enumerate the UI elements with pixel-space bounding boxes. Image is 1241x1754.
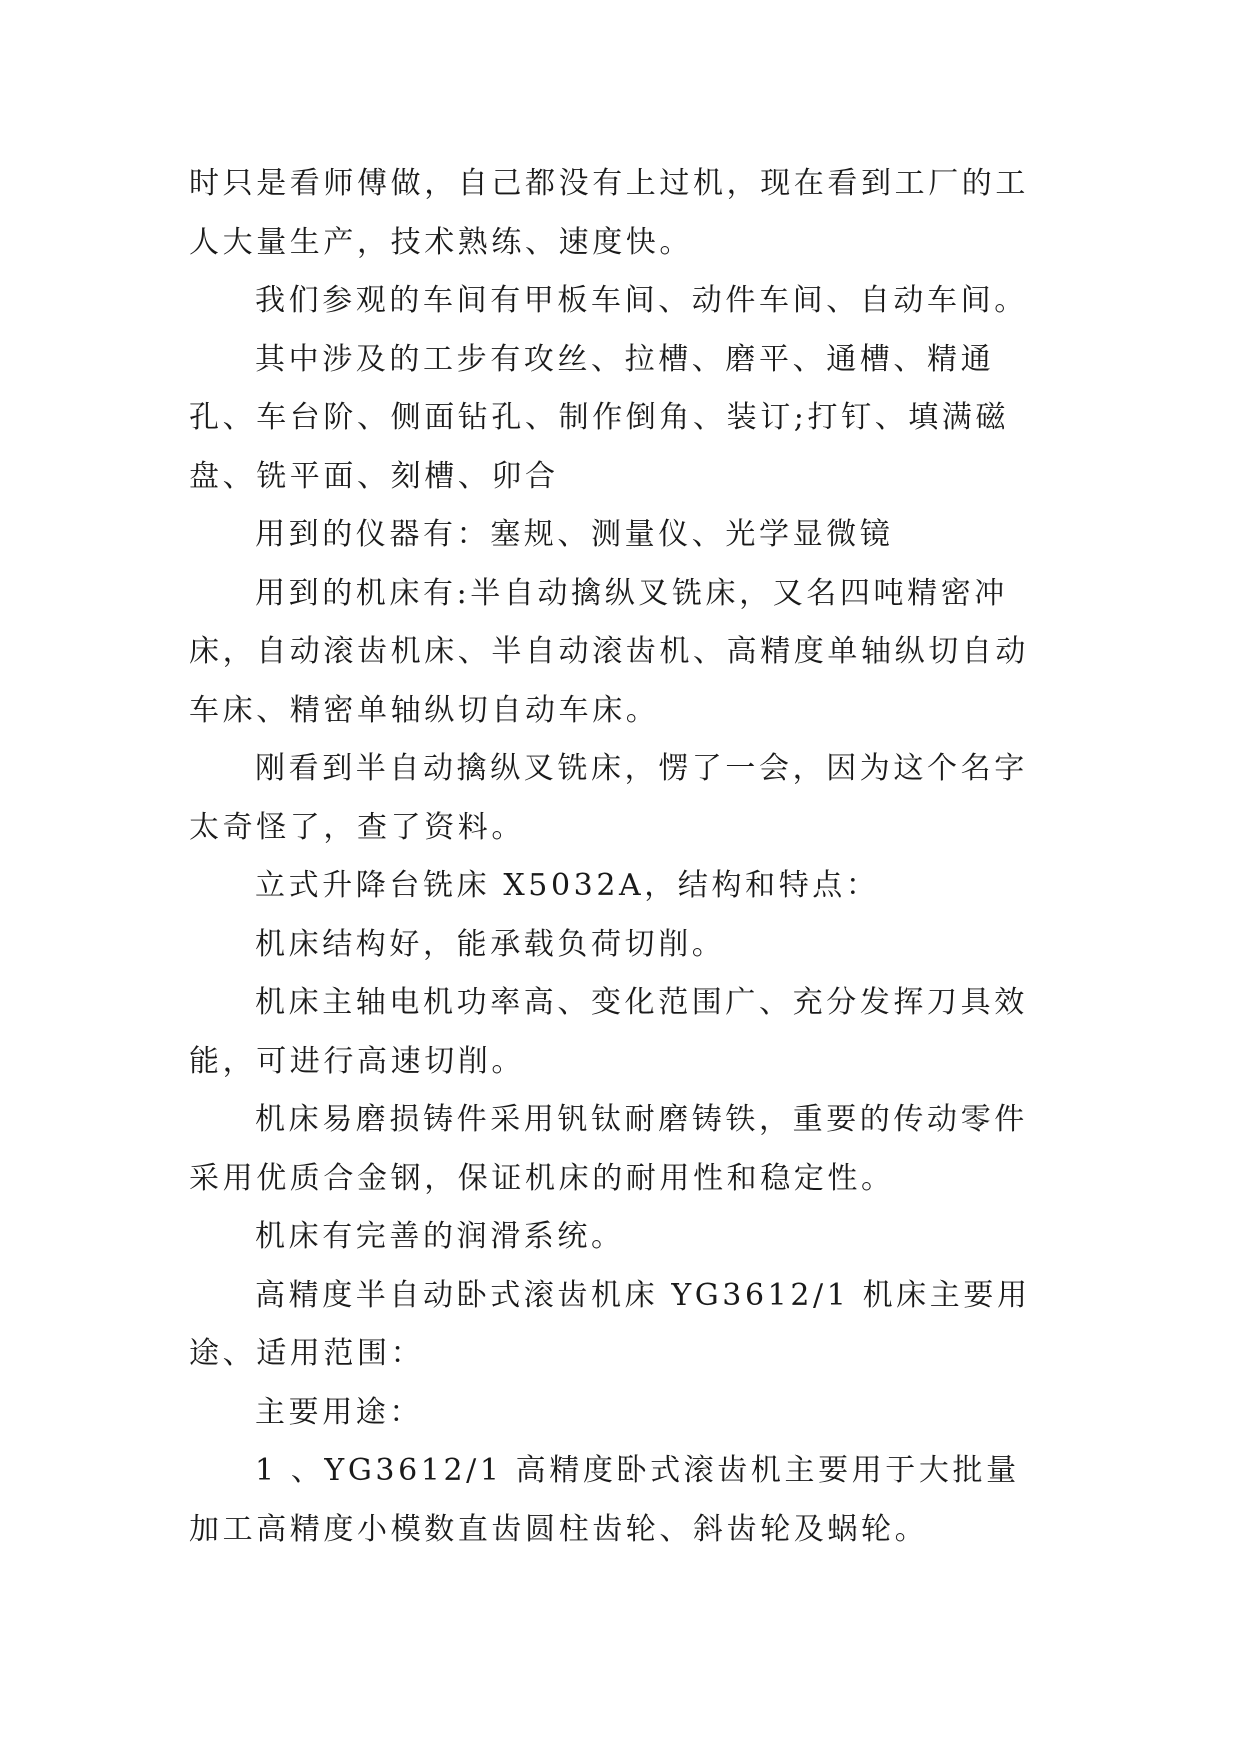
paragraph-4: 用到的仪器有：塞规、测量仪、光学显微镜 bbox=[255, 517, 894, 552]
paragraph-1: 时只是看师傅做，自己都没有上过机，现在看到工厂的工人大量生产，技术熟练、速度快。 bbox=[189, 166, 1029, 260]
paragraph-3: 其中涉及的工步有攻丝、拉槽、磨平、通槽、精通孔、车台阶、侧面钻孔、制作倒角、装订;打钉、填满磁盘、铣平面、刻槽、卯合 bbox=[189, 341, 1010, 494]
paragraph-8: 机床结构好，能承载负荷切削。 bbox=[255, 926, 726, 962]
paragraph-12: 高精度半自动卧式滚齿机床 YG3612/1 机床主要用途、适用范围： bbox=[189, 1277, 1031, 1371]
paragraph-7: 立式升降台铣床 X5032A，结构和特点： bbox=[255, 868, 880, 903]
paragraph-10: 机床易磨损铸件采用钒钛耐磨铸铁，重要的传动零件采用优质合金钢，保证机床的耐用性和稳定性。 bbox=[189, 1102, 1028, 1196]
document-body bbox=[189, 155, 1049, 1559]
paragraph-6: 刚看到半自动擒纵叉铣床，愣了一会，因为这个名字太奇怪了，查了资料。 bbox=[189, 751, 1028, 845]
paragraph-9: 机床主轴电机功率高、变化范围广、充分发挥刀具效能，可进行高速切削。 bbox=[189, 985, 1028, 1079]
paragraph-2: 我们参观的车间有甲板车间、动件车间、自动车间。 bbox=[255, 283, 1028, 318]
paragraph-14: 1 、YG3612/1 高精度卧式滚齿机主要用于大批量加工高精度小模数直齿圆柱齿轮、斜齿轮及蜗轮。 bbox=[189, 1453, 1020, 1547]
paragraph-11: 机床有完善的润滑系统。 bbox=[255, 1219, 625, 1254]
paragraph-5: 用到的机床有:半自动擒纵叉铣床，又名四吨精密冲床，自动滚齿机床、半自动滚齿机、高精度单轴纵切自动车床、精密单轴纵切自动车床。 bbox=[189, 575, 1029, 728]
paragraph-13: 主要用途： bbox=[255, 1394, 423, 1430]
